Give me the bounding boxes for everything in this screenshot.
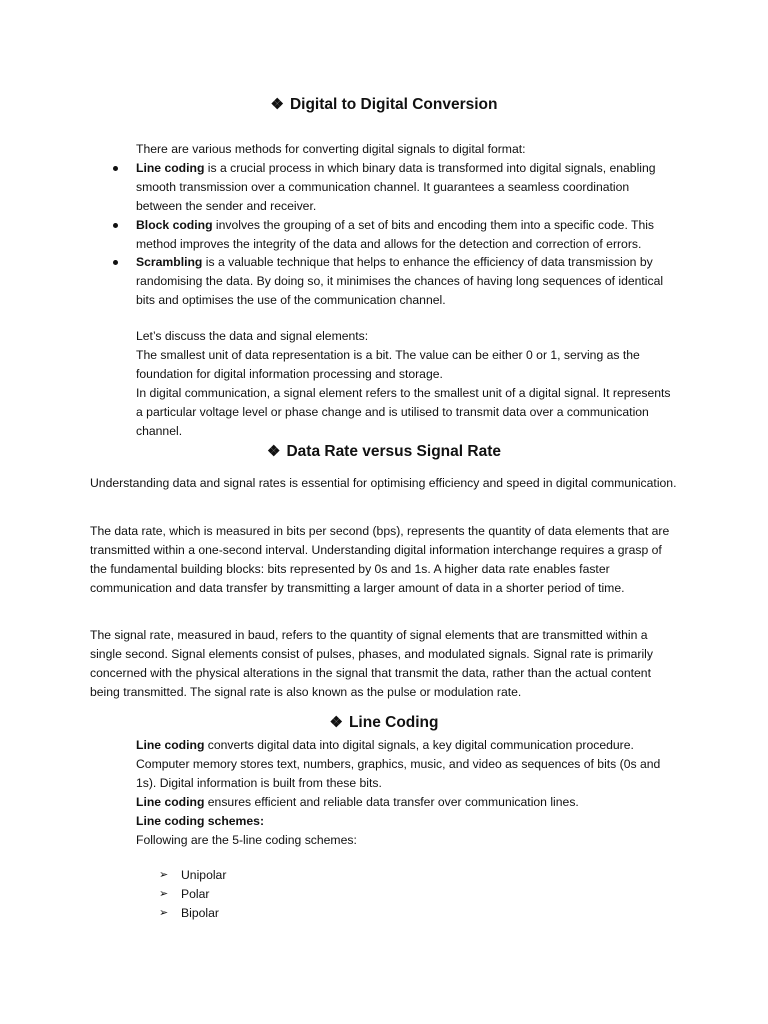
term-block-coding: Block coding: [136, 217, 213, 232]
paragraph-text: converts digital data into digital signals, a key digital communication procedure. Computer memory stores text, numbers, graphics, music, and video as sequences of bits (0s and 1s). Digital information is built from these bits.: [136, 738, 661, 790]
four-diamond-icon: ❖: [270, 96, 284, 113]
elements-block: [136, 327, 676, 440]
term-line-coding: Line coding: [136, 738, 205, 752]
schemes-intro: Following are the 5-line coding schemes:: [136, 832, 357, 847]
list-item: [136, 216, 676, 254]
arrowhead-icon: ➢: [159, 869, 169, 881]
bullet-dot-icon: [113, 260, 118, 265]
schemes-label-text: Line coding schemes:: [136, 813, 264, 828]
methods-list: [136, 159, 676, 310]
section-heading-line-coding: [0, 713, 768, 733]
scheme-label: Unipolar: [181, 868, 227, 882]
arrowhead-icon: ➢: [159, 887, 169, 900]
data-rate-paragraph-2: [90, 522, 680, 598]
line-coding-paragraph-2: [136, 793, 676, 812]
arrowhead-icon: ➢: [159, 906, 169, 919]
scheme-label: Polar: [181, 886, 210, 901]
method-text: involves the grouping of a set of bits and encoding them into a specific code. This method improves the integrity of the data and allows for the detection and correction of errors.: [136, 217, 655, 251]
schemes-list: [159, 866, 459, 923]
intro-paragraph: There are various methods for converting digital signals to digital format:: [136, 142, 526, 156]
four-diamond-icon: ❖: [267, 443, 281, 460]
paragraph-text: ensures efficient and reliable data transfer over communication lines.: [204, 794, 579, 809]
list-item: [136, 159, 676, 216]
bullet-dot-icon: [113, 166, 118, 171]
heading-text: Digital to Digital Conversion: [289, 96, 498, 113]
section-heading-data-rate: [0, 442, 768, 462]
data-rate-paragraph-1: [90, 474, 680, 493]
elements-intro: Let’s discuss the data and signal elements:: [136, 329, 369, 343]
section-body-digital-to-digital: [136, 140, 676, 310]
heading-text: Line Coding: [348, 714, 439, 731]
schemes-list-block: [159, 866, 459, 923]
paragraph: The data rate, which is measured in bits per second (bps), represents the quantity of data elements that are transmitted within a one-second interval. Understanding digital information interchange requires a grasp of the fundamental building blocks: bits represented by 0s and 1s. A higher data rate enables faster communication and data transfer by transmitting a larger amount of data in a shorter period of time.: [90, 524, 670, 595]
data-rate-paragraph-3: [90, 626, 680, 702]
bullet-dot-icon: [113, 223, 118, 228]
term-line-coding: Line coding: [136, 160, 205, 175]
method-text: is a crucial process in which binary data is transformed into digital signals, enabling smooth transmission over a communication channel. It guarantees a seamless coordination between the sender and receiver.: [136, 160, 656, 213]
list-item: [136, 253, 676, 310]
schemes-label: [136, 812, 676, 831]
data-element-paragraph: The smallest unit of data representation is a bit. The value can be either 0 or 1, serving as the foundation for digital information processing and storage.: [136, 347, 640, 381]
term-scrambling: Scrambling: [136, 255, 203, 270]
signal-element-paragraph: In digital communication, a signal element refers to the smallest unit of a digital signal. It represents a particular voltage level or phase change and is utilised to transmit data over a communication channel.: [136, 385, 671, 438]
term-line-coding: Line coding: [136, 794, 205, 809]
line-coding-paragraph-1: [136, 736, 676, 793]
paragraph: Understanding data and signal rates is essential for optimising efficiency and speed in digital communication.: [90, 476, 677, 490]
list-item: [159, 866, 459, 885]
section-heading-digital-to-digital: [0, 95, 768, 115]
four-diamond-icon: ❖: [329, 714, 343, 731]
list-item: [159, 885, 459, 904]
paragraph: The signal rate, measured in baud, refers to the quantity of signal elements that are transmitted within a single second. Signal elements consist of pulses, phases, and modulated signals. Signal rate is primarily concerned with the physical alterations in the signal that transmit the data, rather than the actual content being transmitted. The signal rate is also known as the pulse or modulation rate.: [90, 628, 653, 699]
section-body-line-coding: [136, 736, 676, 849]
scheme-label: Bipolar: [181, 905, 219, 920]
method-text: is a valuable technique that helps to enhance the efficiency of data transmission by randomising the data. By doing so, it minimises the chances of having long sequences of identical bits and optimises the use of the communication channel.: [136, 255, 664, 308]
list-item: [159, 904, 459, 923]
heading-text: Data Rate versus Signal Rate: [286, 443, 501, 460]
